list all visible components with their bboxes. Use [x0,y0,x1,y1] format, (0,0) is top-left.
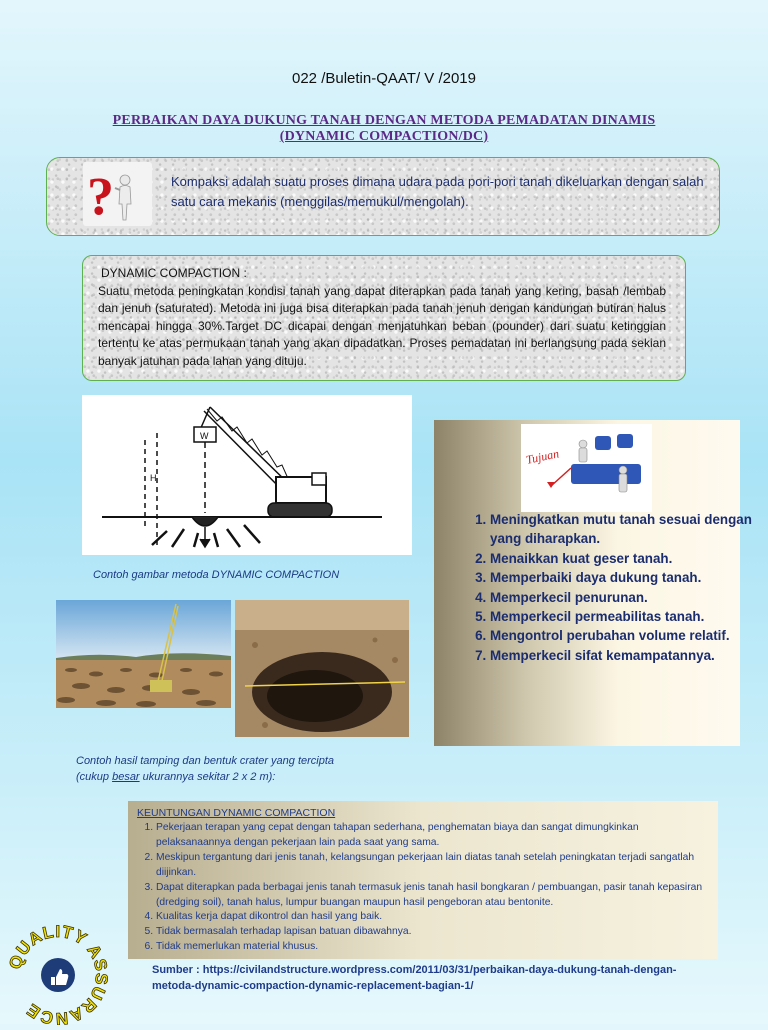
weight-label: W [200,431,209,441]
tujuan-label: Tujuan [524,446,561,467]
photo-caption-post: ukurannya sekitar 2 x 2 m): [139,771,276,783]
goal-item: 7. Memperkecil sifat kemampatannya. [490,646,758,665]
photo-caption-pre: (cukup [76,771,113,783]
keuntungan-item: 4. Kualitas kerja dapat dikontrol dan hasil yang baik. [156,910,716,925]
dynamic-compaction-diagram [82,395,412,555]
goal-item: 1. Meningkatkan mutu tanah sesuai dengan yang diharapkan. [490,510,758,549]
tamping-site-photo [56,600,231,708]
goal-item: 3. Memperbaiki daya dukung tanah. [490,568,758,587]
photo-caption-underlined: besar [112,771,140,783]
keuntungan-item: 6. Tidak memerlukan material khusus. [156,940,716,955]
page-title [60,113,708,145]
keuntungan-item: 3. Dapat diterapkan pada berbagai jenis tanah termasuk jenis tanah hasil bongkaran / pembuangan, pasir tanah kepasiran (dredging soil), tanah halus, lumpur buangan maupun hasil pengeboran atau bentonite. [156,881,716,911]
height-label: H [150,473,157,483]
title-line-2: (DYNAMIC COMPACTION/DC) [279,129,489,144]
keuntungan-item: 2. Meskipun tergantung dari jenis tanah, kelangsungan pekerjaan lain diatas tanah setelah peningkatan terjadi sangatlah diijinkan. [156,851,716,881]
keuntungan-list [136,821,716,955]
title-line-1: PERBAIKAN DAYA DUKUNG TANAH DENGAN METODA PEMADATAN DINAMIS [112,113,656,128]
goal-item: 4. Memperkecil penurunan. [490,588,758,607]
photo-caption [76,753,334,785]
diagram-caption: Contoh gambar metoda DYNAMIC COMPACTION [93,569,340,581]
definition-box [82,255,686,381]
keuntungan-heading: KEUNTUNGAN DYNAMIC COMPACTION [137,807,336,819]
definition-heading: DYNAMIC COMPACTION : [101,266,247,280]
source-link[interactable]: Sumber : https://civilandstructure.wordpress.com/2011/03/31/perbaikan-daya-dukung-tanah-dengan-metoda-dynamic-compaction-dynamic-replacement-bagian-1/ [152,964,677,992]
definition-body: Suatu metoda peningkatan kondisi tanah yang dapat diterapkan pada tanah yang kering, basah /lembab dan jenuh (saturated). Metoda ini juga bisa diterapkan pada tanah jenuh dengan kandungan butiran halus mencapai hingga 30%.Target DC dicapai dengan menjatuhkan beban (pounder) dari suatu ketinggian tertentu ke atas permukaan tanah yang akan dipadatkan. Proses pemadatan ini berlangsung pada sekian banyak jatuhan pada lahan yang dituju. [98,284,666,368]
intro-text: Kompaksi adalah suatu proses dimana udara pada pori-pori tanah dikeluarkan dengan salah satu cara mekanis (menggilas/memukul/mengolah). [171,174,704,209]
keuntungan-item: 5. Tidak bermasalah terhadap lapisan batuan dibawahnya. [156,925,716,940]
tujuan-puzzle-image [521,424,652,512]
question-mark-figure-icon [83,162,152,226]
keuntungan-box [128,801,718,959]
quality-assurance-seal [8,925,108,1025]
seal-text: UALITY A URANCE [12,925,108,1025]
goal-item: 6. Mengontrol perubahan volume relatif. [490,626,758,645]
goal-item: 5. Memperkecil permeabilitas tanah. [490,607,758,626]
keuntungan-item: 1. Pekerjaan terapan yang cepat dengan tahapan sederhana, penghematan biaya dan sangat dimungkinkan pelaksanaannya dengan pekerjaan lain pada saat yang sama. [156,821,716,851]
goal-item: 2. Menaikkan kuat geser tanah. [490,549,758,568]
photo-caption-line-2 [76,769,334,785]
goals-list [452,510,758,665]
crater-photo [235,600,409,737]
photo-caption-line-1: Contoh hasil tamping dan bentuk crater yang tercipta [76,755,335,767]
svg-text:?: ? [87,166,114,226]
bulletin-number: 022 /Buletin-QAAT/ V /2019 [292,70,476,87]
